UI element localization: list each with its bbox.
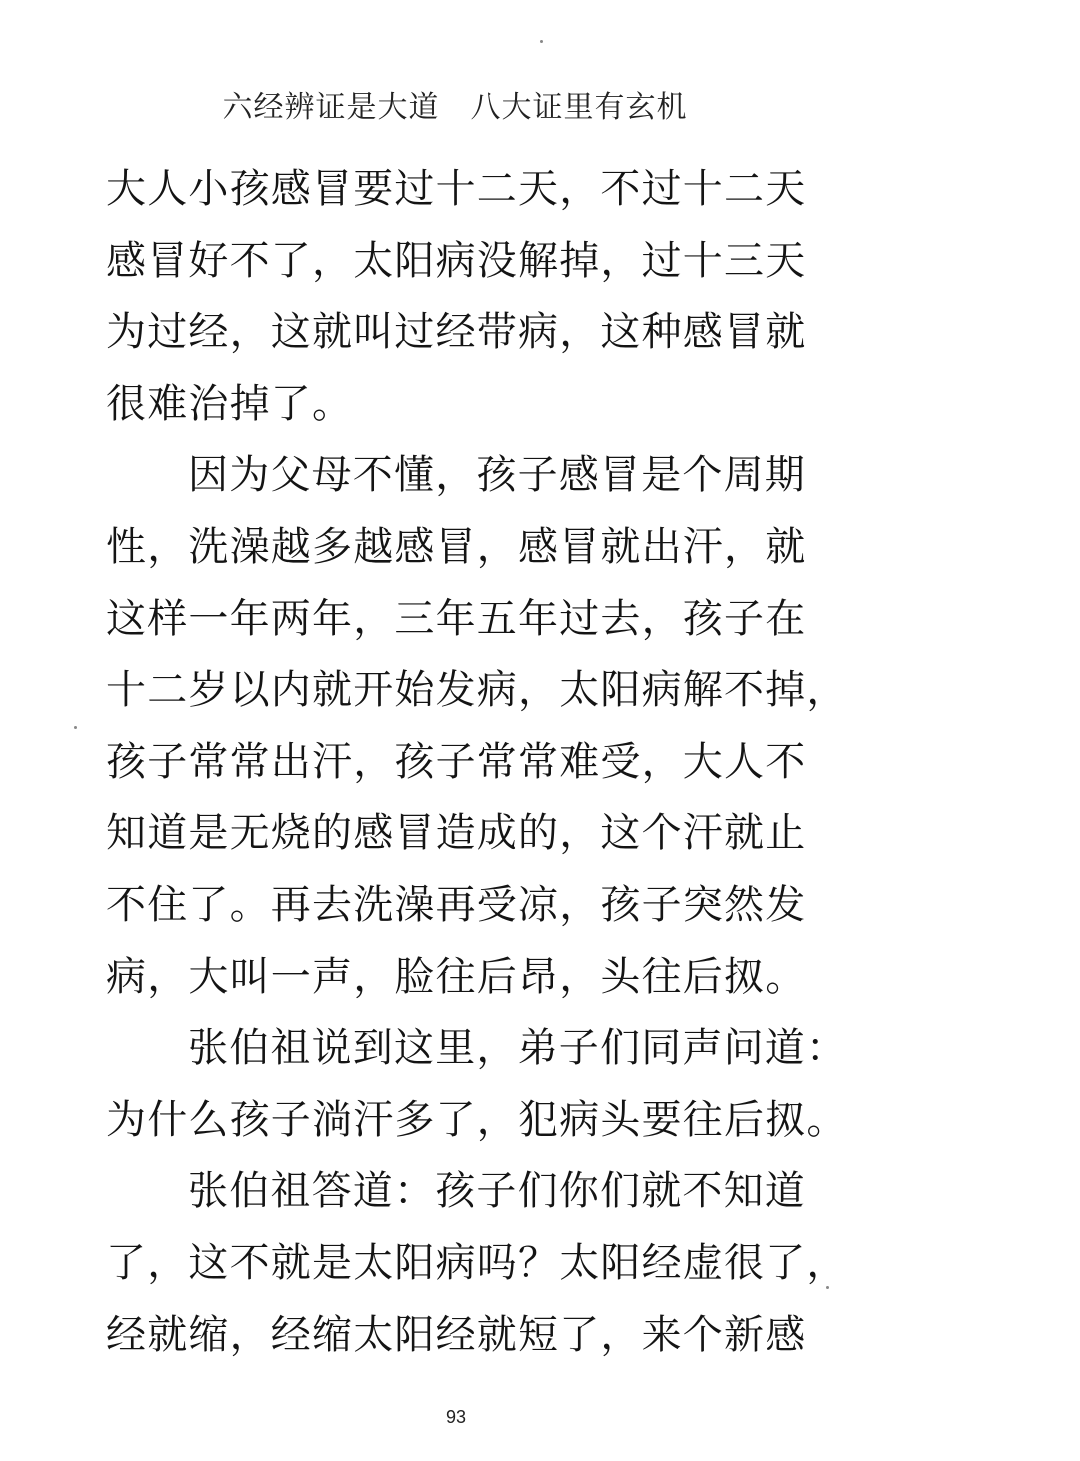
running-head: 六经辨证是大道 八大证里有玄机: [222, 90, 688, 125]
text-line: 因为父母不懂，孩子感冒是个周期: [188, 452, 806, 499]
scan-speck: [826, 1286, 829, 1289]
text-line: 很难治掉了。: [106, 380, 354, 427]
text-line: 知道是无烧的感冒造成的，这个汗就止: [106, 810, 807, 857]
body-text: [106, 154, 848, 1371]
text-line: 感冒好不了，太阳病没解掉，过十三天: [106, 237, 807, 284]
text-line: 大人小孩感冒要过十二天，不过十二天: [106, 166, 807, 212]
text-line: 张伯祖说到这里，弟子们同声问道：: [188, 1025, 848, 1072]
text-line: 为过经，这就叫过经带病，这种感冒就: [106, 309, 807, 356]
text-line: 十二岁以内就开始发病，太阳病解不掉，: [106, 667, 848, 714]
text-line: 了，这不就是太阳病吗？太阳经虚很了，: [106, 1239, 848, 1286]
text-line: 性，洗澡越多越感冒，感冒就出汗，就: [106, 523, 807, 570]
text-line: 张伯祖答道：孩子们你们就不知道: [188, 1168, 806, 1215]
text-line: 病，大叫一声，脸往后昂，头往后㧐。: [106, 953, 807, 1000]
text-line: 孩子常常出汗，孩子常常难受，大人不: [106, 738, 807, 785]
page-number: 93: [445, 1407, 467, 1427]
text-line: 不住了。再去洗澡再受凉，孩子突然发: [106, 881, 807, 928]
text-line: 经就缩，经缩太阳经就短了，来个新感: [106, 1311, 807, 1358]
scan-speck: [540, 40, 543, 43]
scan-speck: [74, 726, 77, 729]
text-line: 为什么孩子淌汗多了，犯病头要往后㧐。: [106, 1096, 848, 1143]
text-line: 这样一年两年，三年五年过去，孩子在: [106, 595, 807, 642]
